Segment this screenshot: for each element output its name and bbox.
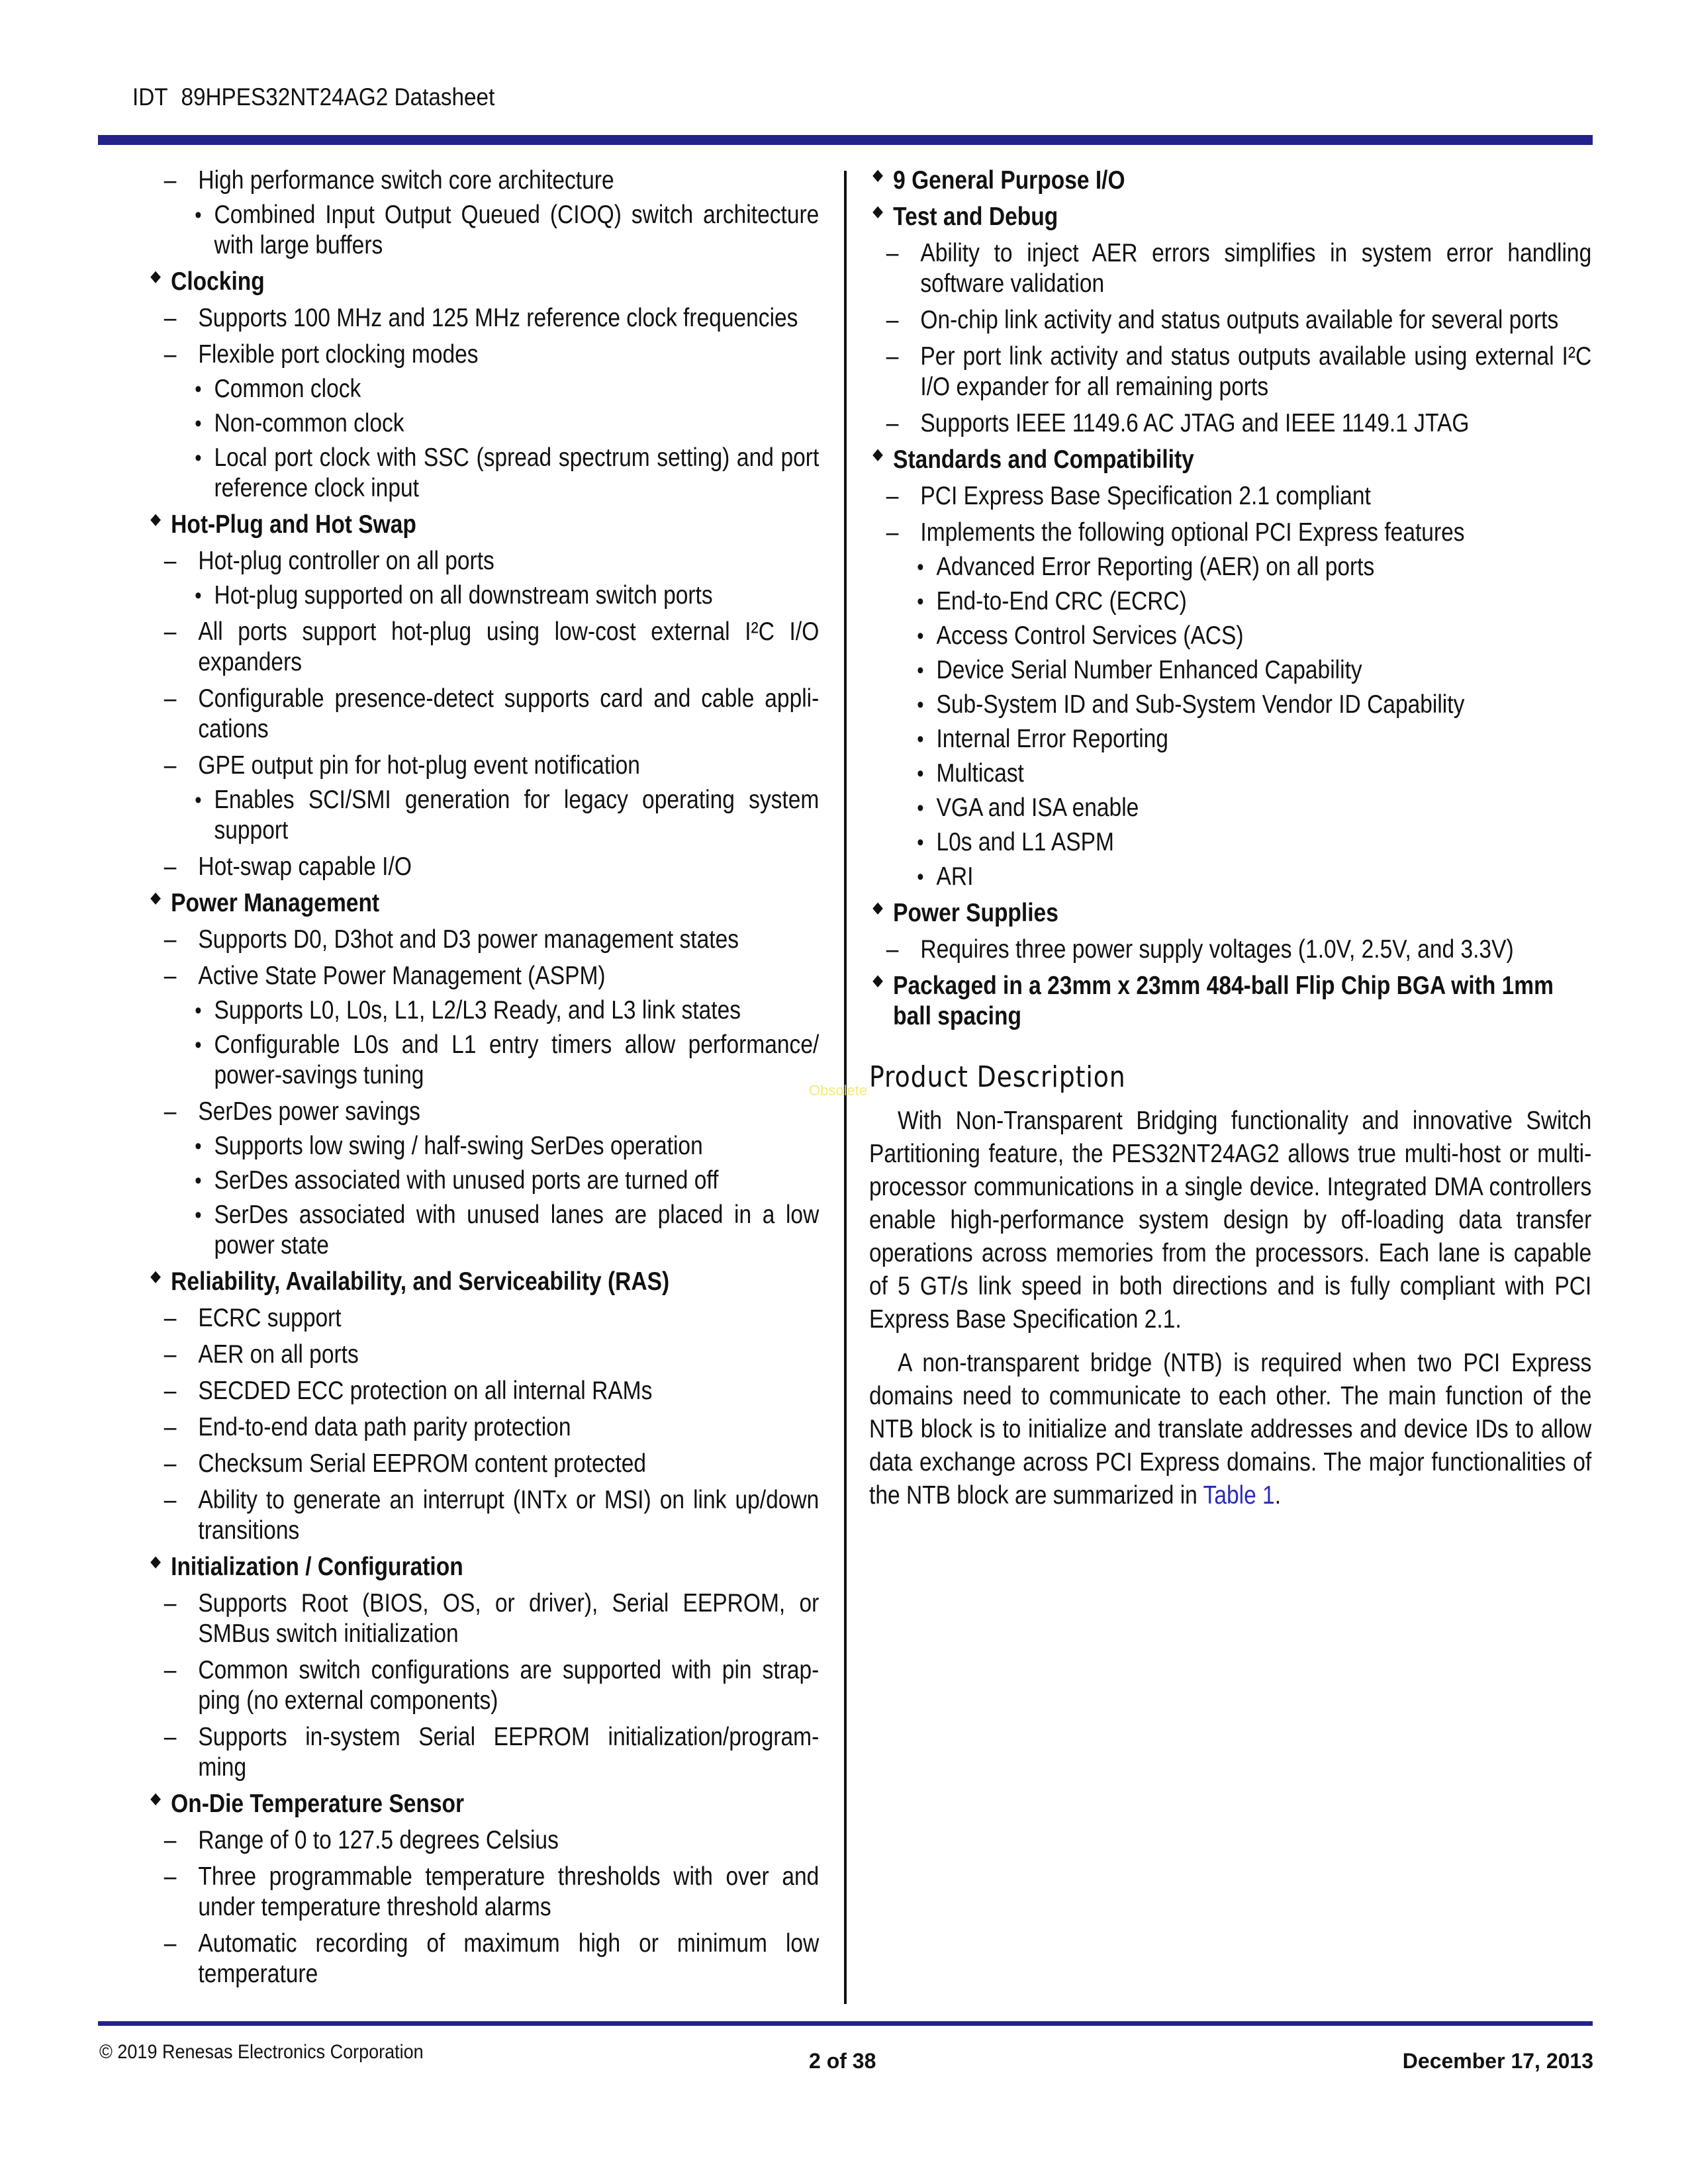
- feature-subitem: [147, 785, 819, 846]
- feature-item-text: Automatic recording of maximum high or minimum low temperature: [198, 1929, 820, 1988]
- header-doc-title: 89HPES32NT24AG2 Datasheet: [181, 83, 495, 111]
- feature-item-text: Range of 0 to 127.5 degrees Celsius: [198, 1826, 559, 1854]
- dash-marker: –: [164, 166, 177, 195]
- section-title: Product Description: [869, 1060, 1126, 1094]
- feature-item-text: Supports D0, D3hot and D3 power management states: [198, 925, 739, 954]
- feature-subitem: [869, 655, 1591, 686]
- feature-item: [147, 1655, 819, 1716]
- dash-marker: –: [164, 962, 177, 990]
- feature-item-text: GPE output pin for hot-plug event notification: [198, 751, 640, 780]
- dash-marker: –: [164, 1340, 177, 1369]
- diamond-marker: ◆: [150, 510, 162, 528]
- footer-page-number: 2 of 38: [809, 2049, 876, 2073]
- diamond-marker: ◆: [872, 972, 884, 989]
- feature-item-text: Local port clock with SSC (spread spectrum setting) and port reference clock input: [214, 443, 820, 502]
- feature-item-text: SerDes associated with unused ports are turned off: [214, 1166, 719, 1195]
- dash-marker: –: [886, 409, 899, 437]
- feature-item-text: Configurable presence-detect supports card and cable appli- cations: [198, 684, 820, 743]
- feature-heading-text: Standards and Compatibility: [893, 445, 1194, 474]
- feature-item-text: PCI Express Base Specification 2.1 compliant: [920, 482, 1371, 510]
- feature-item: [869, 341, 1591, 402]
- header-rule: [98, 135, 1593, 145]
- feature-item: [869, 934, 1591, 965]
- dash-marker: –: [164, 1097, 177, 1126]
- bullet-marker: •: [917, 623, 924, 649]
- feature-item-text: Common switch configurations are supported with pin strap- ping (no external components): [198, 1656, 820, 1715]
- feature-item-text: Advanced Error Reporting (AER) on all ports: [936, 553, 1375, 581]
- feature-item: [869, 408, 1591, 439]
- feature-item-text: Enables SCI/SMI generation for legacy operating system support: [214, 786, 820, 844]
- header-title: [132, 83, 494, 111]
- feature-item-text: Three programmable temperature thresholds with over and under temperature threshold alarms: [198, 1862, 820, 1921]
- bullet-marker: •: [917, 864, 924, 889]
- feature-heading-text: On-Die Temperature Sensor: [171, 1790, 465, 1818]
- description-paragraph-2: [869, 1347, 1591, 1512]
- feature-item: [147, 751, 819, 781]
- feature-subitem: [147, 408, 819, 439]
- bullet-marker: •: [195, 583, 202, 608]
- bullet-marker: •: [195, 445, 202, 471]
- bullet-marker: •: [195, 1168, 202, 1193]
- right-feature-list: [869, 165, 1591, 1032]
- feature-item: [147, 1485, 819, 1546]
- feature-item-text: ARI: [936, 862, 974, 891]
- diamond-marker: ◆: [150, 1553, 162, 1570]
- feature-item-text: Implements the following optional PCI Express features: [920, 518, 1465, 547]
- feature-subitem: [869, 758, 1591, 789]
- diamond-marker: ◆: [872, 203, 884, 220]
- feature-heading: [869, 971, 1591, 1032]
- feature-item-text: Sub-System ID and Sub-System Vendor ID Capability: [936, 690, 1465, 719]
- right-column: [869, 165, 1592, 1523]
- footer-date: December 17, 2013: [1402, 2049, 1593, 2073]
- feature-item: [147, 1376, 819, 1406]
- feature-item-text: Requires three power supply voltages (1.0V, 2.5V, and 3.3V): [920, 935, 1514, 964]
- feature-item: [147, 1825, 819, 1856]
- feature-item: [147, 1449, 819, 1479]
- dash-marker: –: [886, 482, 899, 510]
- feature-subitem: [869, 690, 1591, 720]
- feature-subitem: [869, 724, 1591, 754]
- bullet-marker: •: [195, 1134, 202, 1159]
- feature-item-text: Configurable L0s and L1 entry timers allow performance/ power-savings tuning: [214, 1030, 820, 1089]
- feature-item-text: Hot-plug controller on all ports: [198, 547, 494, 575]
- feature-heading-text: Power Management: [171, 889, 380, 917]
- dash-marker: –: [164, 340, 177, 369]
- feature-item-text: Hot-swap capable I/O: [198, 852, 412, 881]
- feature-item: [147, 925, 819, 955]
- watermark: Obsolete: [809, 1082, 868, 1099]
- bullet-marker: •: [917, 692, 924, 717]
- feature-heading: [147, 888, 819, 919]
- feature-heading-text: Initialization / Configuration: [171, 1553, 463, 1581]
- feature-item: [147, 546, 819, 576]
- bullet-marker: •: [917, 658, 924, 683]
- feature-subitem: [147, 995, 819, 1026]
- feature-item-text: Supports Root (BIOS, OS, or driver), Serial EEPROM, or SMBus switch initialization: [198, 1589, 820, 1648]
- dash-marker: –: [164, 1929, 177, 1958]
- feature-item: [147, 852, 819, 882]
- dash-marker: –: [886, 239, 899, 267]
- feature-item-text: Per port link activity and status outputs available using external I²C I/O expander for all remaining ports: [920, 342, 1592, 401]
- feature-item-text: Ability to generate an interrupt (INTx or MSI) on link up/down transitions: [198, 1486, 820, 1545]
- dash-marker: –: [164, 1486, 177, 1514]
- left-column: [147, 165, 820, 1989]
- feature-item-text: Flexible port clocking modes: [198, 340, 479, 369]
- feature-item-text: Checksum Serial EEPROM content protected: [198, 1449, 647, 1478]
- table-1-link[interactable]: Table 1: [1203, 1481, 1275, 1510]
- feature-subitem: [147, 1030, 819, 1091]
- feature-item: [147, 303, 819, 334]
- feature-item: [147, 684, 819, 745]
- feature-subitem: [147, 1165, 819, 1196]
- feature-item-text: All ports support hot-plug using low-cost external I²C I/O expanders: [198, 617, 820, 676]
- feature-heading-text: Hot-Plug and Hot Swap: [171, 510, 416, 539]
- feature-subitem: [147, 1200, 819, 1261]
- feature-item-text: Supports in-system Serial EEPROM initialization/program- ming: [198, 1723, 820, 1782]
- feature-item: [147, 617, 819, 678]
- dash-marker: –: [164, 617, 177, 646]
- feature-heading-text: Reliability, Availability, and Serviceability (RAS): [171, 1267, 670, 1296]
- feature-item-text: AER on all ports: [198, 1340, 359, 1369]
- left-feature-list: [147, 165, 819, 1989]
- feature-subitem: [147, 374, 819, 404]
- dash-marker: –: [164, 852, 177, 881]
- footer-rule: [98, 2021, 1593, 2026]
- feature-item-text: SerDes associated with unused lanes are placed in a low power state: [214, 1201, 820, 1259]
- dash-marker: –: [164, 751, 177, 780]
- dash-marker: –: [164, 1589, 177, 1617]
- feature-item: [147, 165, 819, 196]
- feature-item: [147, 1929, 819, 1989]
- bullet-marker: •: [917, 727, 924, 752]
- bullet-marker: •: [195, 1203, 202, 1228]
- header-vendor: IDT: [132, 83, 168, 111]
- feature-item: [869, 481, 1591, 512]
- feature-heading: [869, 445, 1591, 475]
- feature-subitem: [147, 580, 819, 611]
- feature-item: [147, 1588, 819, 1649]
- feature-item-text: Combined Input Output Queued (CIOQ) switch architecture with large buffers: [214, 201, 820, 259]
- feature-heading: [869, 898, 1591, 929]
- dash-marker: –: [164, 1656, 177, 1684]
- feature-subitem: [869, 793, 1591, 823]
- feature-item-text: End-to-End CRC (ECRC): [936, 587, 1187, 615]
- dash-marker: –: [164, 684, 177, 713]
- diamond-marker: ◆: [150, 1790, 162, 1807]
- feature-item-text: SerDes power savings: [198, 1097, 420, 1126]
- feature-item: [147, 340, 819, 370]
- description-paragraph-2-end: .: [1274, 1481, 1282, 1510]
- bullet-marker: •: [195, 377, 202, 402]
- diamond-marker: ◆: [872, 899, 884, 917]
- feature-item-text: Active State Power Management (ASPM): [198, 962, 606, 990]
- feature-subitem: [147, 1131, 819, 1161]
- dash-marker: –: [164, 547, 177, 575]
- diamond-marker: ◆: [872, 166, 884, 184]
- feature-item-text: SECDED ECC protection on all internal RAMs: [198, 1377, 653, 1405]
- dash-marker: –: [164, 1377, 177, 1405]
- description-paragraph-2-text: A non-transparent bridge (NTB) is required when two PCI Express domains need to communicate to each other. The main function of the NTB block is to initialize and translate addresses and device IDs to allow data exchange across PCI Express domains. The major functionalities of the NTB block are summarized in: [869, 1349, 1592, 1510]
- feature-item-text: Ability to inject AER errors simplifies in system error handling software validation: [920, 239, 1592, 298]
- bullet-marker: •: [917, 796, 924, 821]
- feature-heading-text: Clocking: [171, 267, 265, 296]
- feature-item-text: Common clock: [214, 375, 361, 403]
- bullet-marker: •: [917, 761, 924, 786]
- feature-subitem: [869, 552, 1591, 582]
- dash-marker: –: [164, 1304, 177, 1332]
- dash-marker: –: [886, 518, 899, 547]
- feature-item: [147, 1722, 819, 1783]
- feature-subitem: [869, 862, 1591, 892]
- feature-heading-text: Packaged in a 23mm x 23mm 484-ball Flip Chip BGA with 1mm ball spacing: [893, 972, 1554, 1030]
- dash-marker: –: [164, 1723, 177, 1751]
- feature-item-text: Supports low swing / half-swing SerDes operation: [214, 1132, 703, 1160]
- description-paragraph-1: With Non-Transparent Bridging functionality and innovative Switch Partitioning feature, the PES32NT24AG2 allows true multi-host or multi-processor communications in a single device. Integrated DMA controllers enable high-performance system design by off-loading data transfer operations across memories from the processors. Each lane is capable of 5 GT/s link speed in both directions and is fully compliant with PCI Express Base Specification 2.1.: [869, 1107, 1592, 1334]
- diamond-marker: ◆: [150, 1267, 162, 1285]
- feature-item-text: Supports IEEE 1149.6 AC JTAG and IEEE 1149.1 JTAG: [920, 409, 1470, 437]
- feature-item: [147, 1303, 819, 1334]
- feature-item-text: ECRC support: [198, 1304, 342, 1332]
- dash-marker: –: [164, 304, 177, 332]
- feature-heading: [869, 165, 1591, 196]
- diamond-marker: ◆: [150, 889, 162, 907]
- feature-item: [147, 1862, 819, 1923]
- bullet-marker: •: [917, 830, 924, 855]
- feature-subitem: [147, 200, 819, 261]
- feature-heading: [147, 1789, 819, 1819]
- feature-item-text: Supports L0, L0s, L1, L2/L3 Ready, and L3 link states: [214, 996, 741, 1024]
- bullet-marker: •: [195, 203, 202, 228]
- feature-item: [147, 1097, 819, 1127]
- feature-item-text: VGA and ISA enable: [936, 794, 1139, 822]
- feature-heading-text: 9 General Purpose I/O: [893, 166, 1125, 195]
- dash-marker: –: [164, 1449, 177, 1478]
- bullet-marker: •: [195, 998, 202, 1023]
- feature-item-text: Multicast: [936, 759, 1024, 788]
- bullet-marker: •: [195, 411, 202, 436]
- bullet-marker: •: [195, 788, 202, 813]
- feature-item-text: End-to-end data path parity protection: [198, 1413, 571, 1441]
- dash-marker: –: [886, 306, 899, 334]
- dash-marker: –: [164, 925, 177, 954]
- dash-marker: –: [164, 1413, 177, 1441]
- feature-item: [147, 1340, 819, 1370]
- feature-item-text: Device Serial Number Enhanced Capability: [936, 656, 1362, 684]
- feature-item-text: Hot-plug supported on all downstream switch ports: [214, 581, 713, 610]
- feature-item-text: On-chip link activity and status outputs available for several ports: [920, 306, 1559, 334]
- feature-subitem: [869, 827, 1591, 858]
- feature-item-text: Access Control Services (ACS): [936, 621, 1244, 650]
- dash-marker: –: [886, 935, 899, 964]
- feature-heading-text: Power Supplies: [893, 899, 1058, 927]
- feature-item: [147, 1412, 819, 1443]
- feature-heading: [147, 510, 819, 540]
- feature-heading: [869, 202, 1591, 232]
- feature-heading: [147, 1267, 819, 1297]
- diamond-marker: ◆: [150, 267, 162, 285]
- dash-marker: –: [886, 342, 899, 371]
- bullet-marker: •: [195, 1032, 202, 1058]
- feature-item-text: High performance switch core architecture: [198, 166, 614, 195]
- feature-heading: [147, 267, 819, 297]
- dash-marker: –: [164, 1826, 177, 1854]
- bullet-marker: •: [917, 589, 924, 614]
- dash-marker: –: [164, 1862, 177, 1891]
- feature-item-text: Internal Error Reporting: [936, 725, 1168, 753]
- feature-item: [869, 305, 1591, 336]
- diamond-marker: ◆: [872, 445, 884, 463]
- feature-item-text: Supports 100 MHz and 125 MHz reference clock frequencies: [198, 304, 798, 332]
- feature-item: [147, 961, 819, 991]
- feature-heading: [147, 1552, 819, 1582]
- feature-subitem: [869, 621, 1591, 651]
- bullet-marker: •: [917, 555, 924, 580]
- feature-item: [869, 518, 1591, 548]
- feature-item-text: L0s and L1 ASPM: [936, 828, 1114, 856]
- feature-heading-text: Test and Debug: [893, 203, 1058, 231]
- feature-subitem: [869, 586, 1591, 617]
- feature-item-text: Non-common clock: [214, 409, 404, 437]
- feature-subitem: [147, 443, 819, 504]
- footer-copyright: © 2019 Renesas Electronics Corporation: [99, 2041, 424, 2063]
- feature-item: [869, 238, 1591, 299]
